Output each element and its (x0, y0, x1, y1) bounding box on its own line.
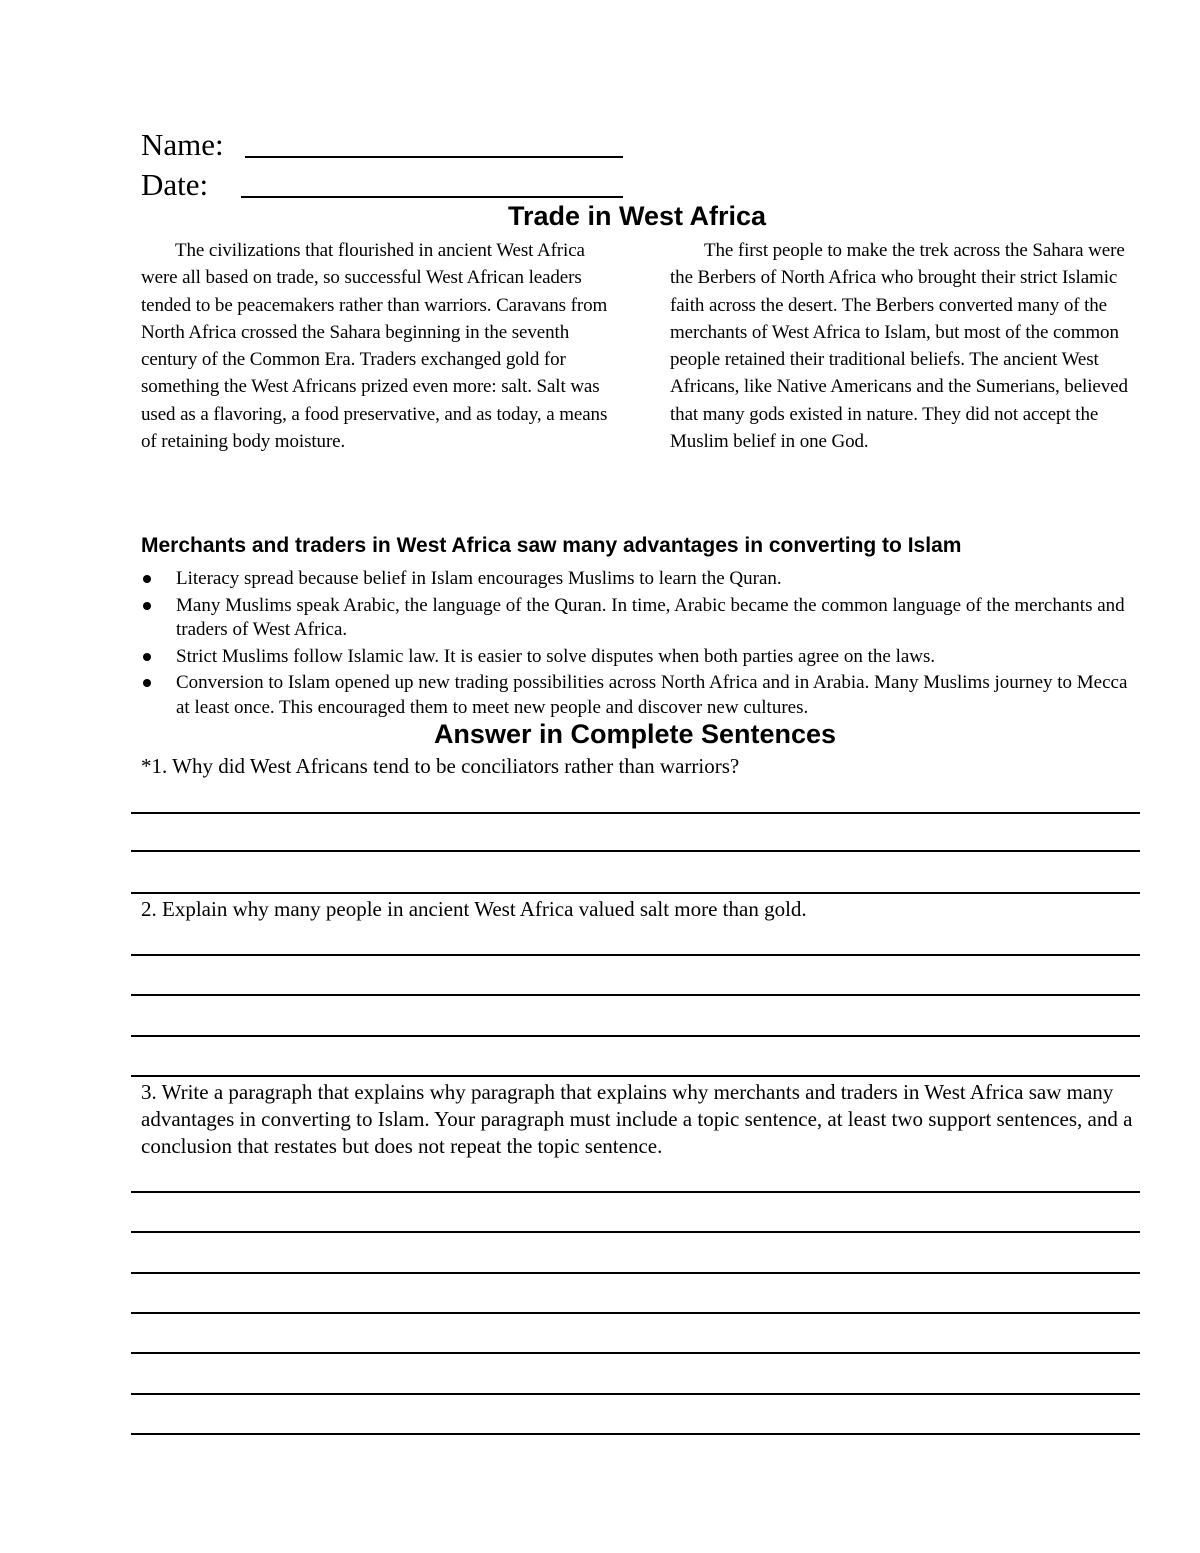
answer-line[interactable] (131, 954, 1140, 956)
answer-line[interactable] (131, 892, 1140, 894)
name-field (141, 128, 623, 162)
list-item (141, 645, 1141, 670)
list-item-text: Literacy spread because belief in Islam encourages Muslims to learn the Quran. (176, 568, 782, 589)
name-blank-line[interactable] (245, 156, 623, 158)
advantages-list (141, 567, 1141, 722)
passage-right-column (670, 237, 1140, 455)
answer-line[interactable] (131, 1393, 1140, 1395)
list-item-text: Strict Muslims follow Islamic law. It is easier to solve disputes when both parties agree on the laws. (176, 645, 936, 667)
bullet-icon (143, 602, 151, 610)
answer-line[interactable] (131, 1231, 1140, 1233)
advantages-heading: Merchants and traders in West Africa saw many advantages in converting to Islam (141, 534, 962, 557)
bullet-icon (143, 653, 151, 661)
list-item-text: Many Muslims speak Arabic, the language of the Quran. In time, Arabic became the common language of the merchants and traders of West Africa. (176, 594, 1125, 640)
passage-right-paragraph: The first people to make the trek across the Sahara were the Berbers of North Africa who brought their strict Islamic faith across the desert. The Berbers converted many of the merchants of West Africa to Islam, but most of the common people retained their traditional beliefs. The ancient West Africans, like Native Americans and the Sumerians, believed that many gods existed in nature. They did not accept the Muslim belief in one God. (670, 240, 1128, 453)
bullet-icon (143, 679, 151, 687)
bullet-icon (143, 575, 151, 583)
list-item (141, 671, 1141, 720)
questions-heading: Answer in Complete Sentences (433, 719, 837, 749)
date-label: Date: (141, 167, 209, 202)
answer-line[interactable] (131, 1433, 1140, 1435)
answer-line[interactable] (131, 1075, 1140, 1077)
worksheet-title: Trade in West Africa (507, 201, 767, 231)
answer-line[interactable] (131, 1352, 1140, 1354)
question-2: 2. Explain why many people in ancient West Africa valued salt more than gold. (141, 897, 807, 921)
answer-line[interactable] (131, 850, 1140, 852)
question-3: 3. Write a paragraph that explains why paragraph that explains why merchants and traders in West Africa saw many advantages in converting to Islam. Your paragraph must include a topic sentence, at least two support sentences, and a conclusion that restates but does not repeat the topic sentence. (141, 1080, 1133, 1158)
question-1: *1. Why did West Africans tend to be conciliators rather than warriors? (141, 754, 740, 778)
list-item (141, 567, 1141, 592)
list-item-text: Conversion to Islam opened up new trading possibilities across North Africa and in Arabia. Many Muslims journey to Mecca at least once. This encouraged them to meet new people and discover new cultures. (176, 672, 1128, 718)
passage-left-paragraph: The civilizations that flourished in ancient West Africa were all based on trade, so successful West African leaders tended to be peacemakers rather than warriors. Caravans from North Africa crossed the Sahara beginning in the seventh century of the Common Era. Traders exchanged gold for something the West Africans prized even more: salt. Salt was used as a flavoring, a food preservative, and as today, a means of retaining body moisture. (141, 240, 608, 453)
list-item (141, 594, 1141, 643)
date-blank-line[interactable] (241, 196, 623, 198)
date-field (141, 168, 623, 202)
answer-line[interactable] (131, 1272, 1140, 1274)
answer-line[interactable] (131, 1312, 1140, 1314)
name-label: Name: (141, 127, 224, 162)
answer-line[interactable] (131, 994, 1140, 996)
answer-line[interactable] (131, 1035, 1140, 1037)
answer-line[interactable] (131, 1191, 1140, 1193)
passage-left-column (141, 237, 611, 455)
answer-line[interactable] (131, 812, 1140, 814)
